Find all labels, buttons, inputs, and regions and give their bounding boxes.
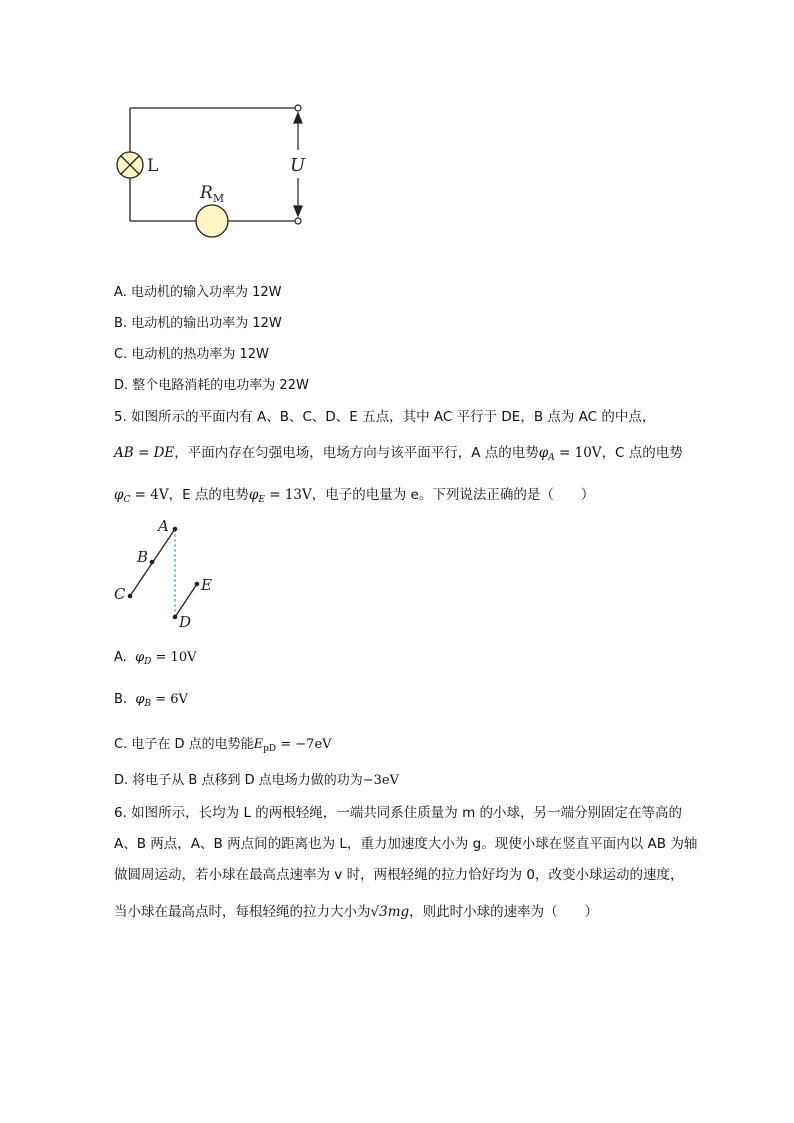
phi-value: = 13V: [264, 487, 312, 503]
point-e-label: E: [201, 576, 212, 594]
q6-tension-math: √3mg: [370, 904, 410, 920]
q5-option-c[interactable]: [114, 733, 332, 754]
q6-stem-line4: [114, 900, 598, 920]
phi-subscript: E: [258, 495, 265, 505]
q5-option-d[interactable]: [114, 769, 399, 788]
q4-option-d[interactable]: [114, 374, 309, 393]
option-text: 电动机的输入功率为 12W: [130, 285, 282, 300]
lamp-label: L: [147, 156, 159, 176]
option-text: 电子在 D 点的电势能: [131, 737, 254, 752]
phi-subscript: D: [144, 657, 152, 667]
option-text: 整个电路消耗的电功率为 22W: [132, 378, 309, 393]
point-a-label: A: [158, 517, 169, 535]
q5-text: ，E 点的电势: [168, 487, 249, 503]
energy-symbol: E: [253, 737, 264, 752]
lamp-symbol: [117, 152, 143, 178]
phi-symbol: φ: [135, 650, 145, 665]
phi-value: = 4V: [130, 487, 169, 503]
q5-stem-line2: [114, 441, 683, 463]
option-value: = −7eV: [276, 737, 332, 752]
point-c-label: C: [114, 585, 126, 603]
option-value: = 10V: [151, 650, 197, 665]
q5-ab-de-equation: AB = DE: [114, 445, 175, 461]
phi-subscript: A: [548, 453, 555, 463]
phi-symbol: φ: [538, 445, 549, 461]
terminal-top: [295, 105, 301, 111]
q5-text: ，电子的电量为 e。下列说法正确的是（ ）: [311, 487, 595, 503]
option-value: −3eV: [362, 773, 400, 788]
option-text: 电动机的输出功率为 12W: [131, 316, 282, 331]
q5-option-a[interactable]: [114, 650, 196, 667]
energy-subscript: pD: [263, 744, 277, 754]
q4-option-b[interactable]: [114, 312, 282, 331]
phi-subscript: B: [144, 699, 152, 709]
phi-subscript: C: [123, 495, 131, 505]
option-letter: C.: [114, 737, 128, 752]
point-b-label: B: [137, 548, 149, 566]
q5-text: ，C 点的电势: [601, 445, 683, 461]
option-letter: A.: [114, 285, 127, 300]
q6-stem-line3: 做圆周运动，若小球在最高点速率为 v 时，两根轻绳的拉力恰好均为 0，改变小球运动的速度，: [114, 867, 684, 883]
motor-label: $R_M$: [200, 183, 225, 205]
q4-option-c[interactable]: [114, 343, 269, 362]
q6-text: 当小球在最高点时，每根轻绳的拉力大小为: [114, 904, 371, 920]
phi-value: = 10V: [554, 445, 602, 461]
q6-stem-line2: A、B 两点，A、B 两点间的距离也为 L，重力加速度大小为 g。现使小球在竖直平面内以 AB 为轴: [114, 836, 698, 852]
phi-symbol: φ: [114, 487, 124, 503]
point-d-label: D: [179, 613, 192, 631]
option-text: 将电子从 B 点移到 D 点电场力做的功为: [132, 773, 363, 788]
q5-text: ，平面内存在匀强电场，电场方向与该平面平行，A 点的电势: [174, 445, 539, 461]
option-value: = 6V: [151, 692, 188, 707]
option-letter: A.: [114, 650, 127, 665]
option-letter: D.: [114, 378, 129, 393]
q4-option-a[interactable]: [114, 281, 281, 300]
voltage-label: U: [290, 155, 306, 176]
option-letter: C.: [114, 347, 128, 362]
option-letter: B.: [114, 692, 128, 707]
q5-option-b[interactable]: [114, 692, 188, 709]
q6-stem-line1: 6. 如图所示，长均为 L 的两根轻绳，一端共同系住质量为 m 的小球，另一端分别固定在等高的: [114, 805, 683, 821]
phi-symbol: φ: [135, 692, 145, 707]
terminal-bottom: [295, 218, 301, 224]
motor-symbol: [196, 205, 228, 237]
q5-stem-line1: 5. 如图所示的平面内有 A、B、C、D、E 五点，其中 AC 平行于 DE，B 点为 AC 的中点，: [114, 409, 656, 425]
q5-points-diagram: [105, 512, 225, 637]
option-text: 电动机的热功率为 12W: [131, 347, 269, 362]
phi-symbol: φ: [248, 487, 259, 503]
option-letter: D.: [114, 773, 129, 788]
q5-stem-line3: [114, 483, 594, 505]
q6-text: ，则此时小球的速率为（ ）: [409, 904, 599, 920]
circuit-diagram: [100, 95, 320, 245]
option-letter: B.: [114, 316, 128, 331]
